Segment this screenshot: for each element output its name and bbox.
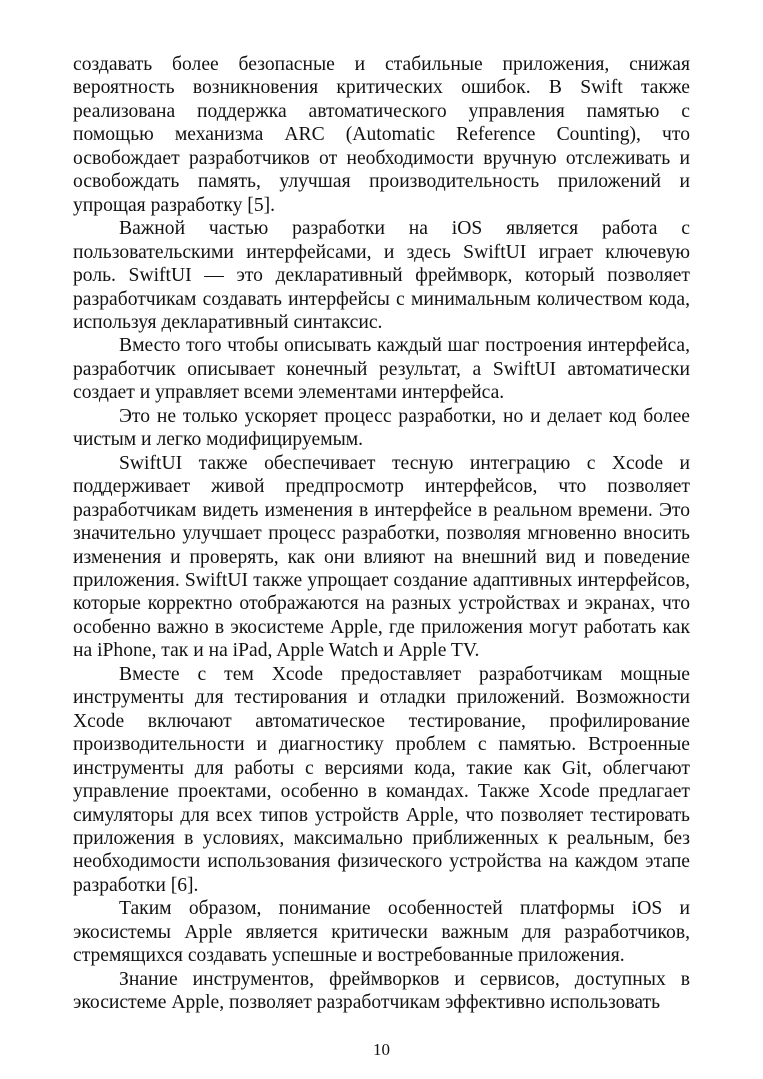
paragraph-7: Таким образом, понимание особенностей платформы iOS и экосистемы Apple является критически важным для разработчиков, стремящихся создавать успешные и востребованные приложения. [73, 898, 690, 967]
paragraph-8: Знание инструментов, фреймворков и сервисов, доступных в экосистеме Apple, позволяет разработчикам эффективно использовать [73, 968, 690, 1014]
paragraph-4: Это не только ускоряет процесс разработки, но и делает код более чистым и легко модифицируемым. [73, 405, 690, 451]
paragraph-6: Вместе с тем Xcode предоставляет разработчикам мощные инструменты для тестирования и отладки приложений. Возможности Xcode включают автоматическое тестирование, профилирование производительности и диагностику проблем с памятью. Встроенные инструменты для работы с версиями кода, такие как Git, облегчают управление проектами, особенно в командах. Также Xcode предлагает симуляторы для всех типов устройств Apple, что позволяет тестировать приложения в условиях, максимально приближенных к реальным, без необходимости использования физического устройства на каждом этапе разработки [6]. [73, 663, 690, 896]
paragraph-2: Важной частью разработки на iOS является работа с пользовательскими интерфейсами, и здесь SwiftUI играет ключевую роль. SwiftUI — это декларативный фреймворк, который позволяет разработчикам создавать интерфейсы с минимальным количеством кода, используя декларативный синтаксис. [73, 218, 690, 333]
body-text [73, 53, 690, 1015]
paragraph-1: создавать более безопасные и стабильные приложения, снижая вероятность возникновения критических ошибок. В Swift также реализована поддержка автоматического управления памятью с помощью механизма ARC (Automatic Reference Counting), что освобождает разработчиков от необходимости вручную отслеживать и освобождать память, улучшая производительность приложений и упрощая разработку [5]. [73, 54, 690, 216]
paragraph-3: Вместо того чтобы описывать каждый шаг построения интерфейса, разработчик описывает конечный результат, а SwiftUI автоматически создает и управляет всеми элементами интерфейса. [73, 335, 690, 404]
page-number: 10 [373, 1040, 390, 1059]
paragraph-5: SwiftUI также обеспечивает тесную интеграцию с Xcode и поддерживает живой предпросмотр интерфейсов, что позволяет разработчикам видеть изменения в интерфейсе в реальном времени. Это значительно улучшает процесс разработки, позволяя мгновенно вносить изменения и проверять, как они влияют на внешний вид и поведение приложения. SwiftUI также упрощает создание адаптивных интерфейсов, которые корректно отображаются на разных устройствах и экранах, что особенно важно в экосистеме Apple, где приложения могут работать как на iPhone, так и на iPad, Apple Watch и Apple TV. [73, 452, 690, 662]
